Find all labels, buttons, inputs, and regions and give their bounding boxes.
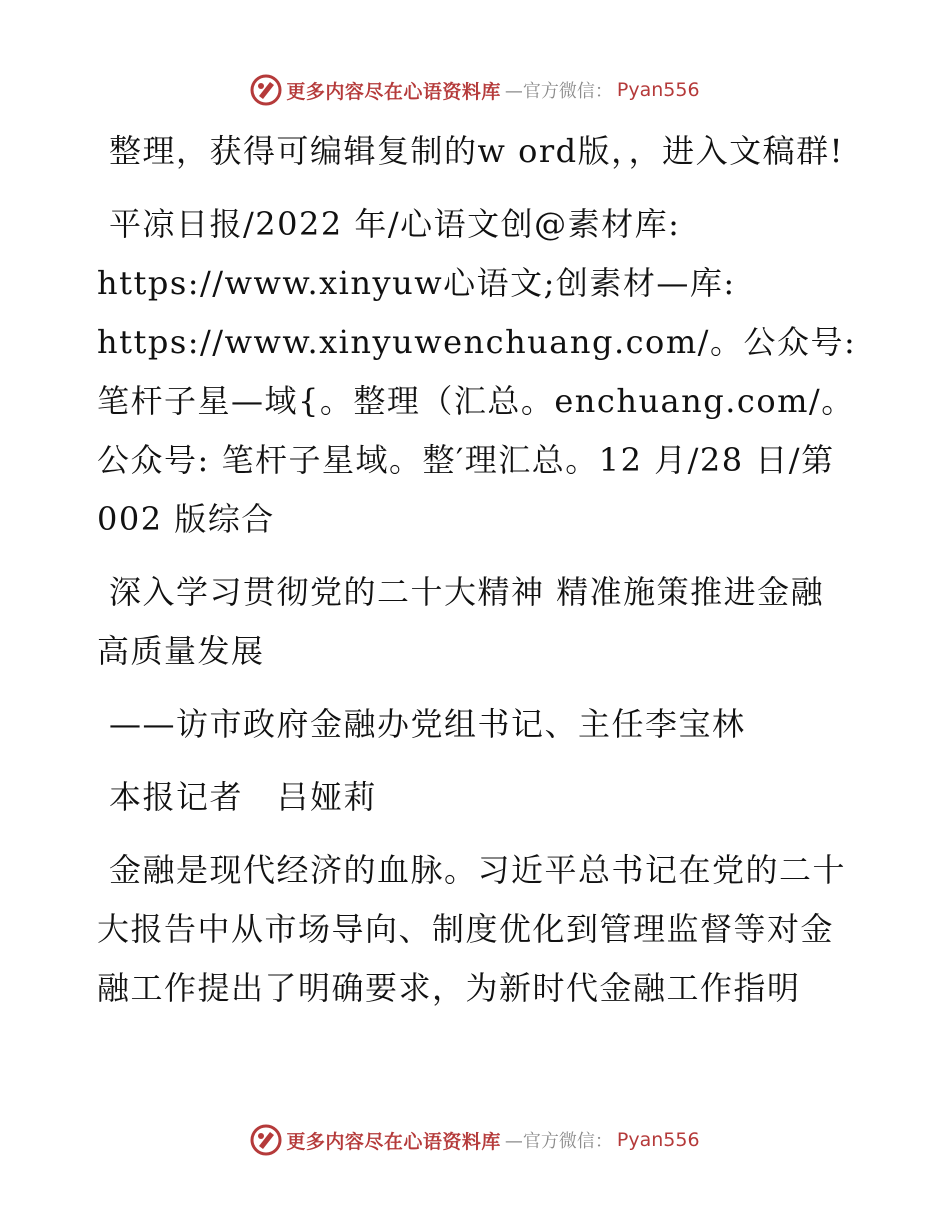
banner-subtitle: —官方微信： xyxy=(504,81,613,102)
banner-wechat-id: Pyan556 xyxy=(616,1129,700,1151)
banner-wechat-id: Pyan556 xyxy=(616,79,700,101)
article-subtitle: ——访市政府金融办党组书记、主任李宝林 xyxy=(109,705,746,743)
source-paragraph: 平凉日报/2022 年/心语文创@素材库: https://www.xinyuw心语文;创素材—库: https://www.xinyuwenchuang.com/。公众号: 笔杆子星—域{。整理（汇总。enchuang.com/。公众号: 笔杆子星域。整′理汇总。12 月/28 日/第 002 版综合 xyxy=(97,205,857,538)
article-byline: 本报记者 吕娅莉 xyxy=(109,778,378,816)
banner-subtitle: —官方微信： xyxy=(504,1131,613,1152)
banner-title: 更多内容尽在心语资料库 xyxy=(286,1130,501,1153)
banner-title: 更多内容尽在心语资料库 xyxy=(286,80,501,103)
intro-paragraph: 整理，获得可编辑复制的w ord版，，进入文稿群! xyxy=(109,132,844,170)
footer-banner xyxy=(0,1122,950,1158)
header-banner xyxy=(0,72,950,108)
body-paragraph: 金融是现代经济的血脉。习近平总书记在党的二十大报告中从市场导向、制度优化到管理监督等对金融工作提出了明确要求，为新时代金融工作指明 xyxy=(97,851,847,1007)
brand-logo-icon xyxy=(250,74,282,106)
document-body xyxy=(97,122,857,1032)
article-title: 深入学习贯彻党的二十大精神 精准施策推进金融高质量发展 xyxy=(97,573,825,670)
brand-logo-icon xyxy=(250,1124,282,1156)
